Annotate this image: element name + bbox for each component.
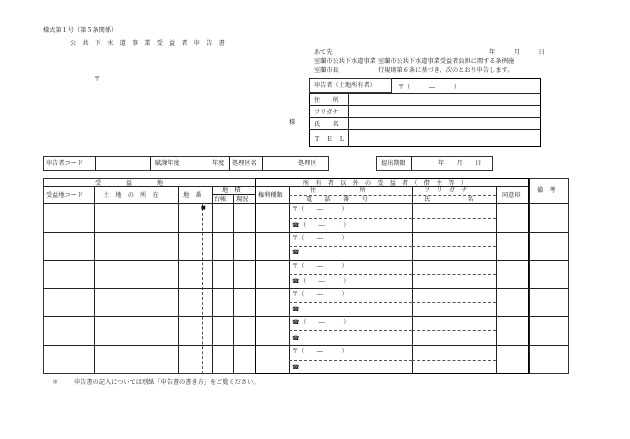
remarks-header: 備 考 — [537, 187, 556, 194]
declarant-code-label: 申告者コード — [46, 160, 84, 167]
phone-icon: ☎ — [292, 278, 300, 285]
row-tel: （ ― ） — [300, 278, 350, 285]
other-owner-header: 所 有 者 以 外 の 受 益 者 （ 借 主 等 ） — [303, 180, 467, 187]
phone-icon: ☎ — [292, 249, 300, 256]
phone-icon: ☎ — [292, 364, 300, 371]
name-header: 氏 名 — [424, 196, 474, 203]
declarant-code-field[interactable] — [96, 157, 149, 170]
lot-marker-icon: ■ — [201, 205, 206, 211]
address-header: 住 所 — [310, 187, 366, 194]
footnote-text: 申告書の記入については別紙「申告書の書き方」をご覧ください。 — [74, 379, 260, 386]
declarant-address-field[interactable] — [349, 94, 540, 105]
phone-icon: ☎ — [292, 306, 300, 313]
levy-year-suffix: 年度 — [212, 160, 225, 167]
declarant-name-field[interactable] — [349, 118, 540, 129]
area-header: 地 積 — [222, 187, 241, 194]
intro-line-2: 行規則第６条に基づき、次のとおり申告します。 — [378, 67, 514, 74]
consent-header: 同意印 — [502, 192, 521, 199]
postal-mark: 〒 — [94, 76, 101, 83]
tel-header: 電 話 番 号 — [306, 196, 368, 203]
row-postal: 〒（ ― ） — [292, 348, 348, 355]
district-suffix: 処理区 — [298, 160, 317, 167]
declarant-name-label: 氏 名 — [314, 121, 339, 128]
declarant-tel-label: Ｔ Ｅ Ｌ — [314, 136, 345, 143]
row-postal: 〒（ ― ） — [292, 263, 348, 270]
row-tel: （ ― ） — [300, 222, 350, 229]
lot-number-header: 地 番 — [183, 192, 202, 199]
declarant-postal: 〒（ ― ） — [398, 84, 460, 91]
submit-deadline-date: 年 月 日 — [438, 160, 482, 167]
row-postal: 〒（ ― ） — [292, 291, 348, 298]
addressee-line-1: あて先 — [314, 49, 333, 56]
row-postal: 〒（ ― ） — [292, 235, 348, 242]
furigana-header: フ リ ガ ナ — [424, 187, 468, 194]
declarant-header: 申告者（土地所有者） — [314, 82, 376, 89]
row-tel: （ ― ） — [300, 319, 350, 326]
footnote-mark: ＊ — [52, 379, 59, 386]
submission-date: 年 月 日 — [489, 49, 545, 56]
intro-line-1: 室蘭市公共下水道事業受益者負担に関する条例施 — [378, 58, 515, 65]
land-code-header: 受益地コード — [46, 192, 84, 199]
addressee-line-2: 室蘭市公共下水道事業 — [314, 58, 376, 65]
declarant-tel-field[interactable] — [349, 130, 540, 146]
declarant-furigana-label: フリガナ — [314, 109, 339, 116]
honorific-sama: 様 — [289, 119, 296, 126]
form-title: 公 共 下 水 道 事 業 受 益 者 申 告 書 — [70, 40, 225, 47]
area-ledger-header: 台帳 — [214, 196, 227, 203]
benefit-land-header: 受 益 地 — [95, 180, 164, 187]
code-row — [43, 156, 329, 171]
declarant-address-label: 住 所 — [314, 97, 339, 104]
phone-icon: ☎ — [292, 222, 300, 229]
phone-icon: ☎ — [292, 319, 300, 326]
submit-deadline-label: 提出期限 — [381, 160, 406, 167]
declarant-furigana-field[interactable] — [349, 106, 540, 117]
addressee-line-3: 室蘭市長 — [314, 67, 339, 74]
area-current-header: 現況 — [236, 196, 249, 203]
district-name-label: 処理区名 — [232, 160, 257, 167]
row-postal: 〒（ ― ） — [292, 206, 348, 213]
phone-icon: ☎ — [292, 335, 300, 342]
form-number: 様式第１号（第５条関係） — [43, 27, 118, 34]
location-header: 土 地 の 所 在 — [103, 192, 159, 199]
levy-year-label: 賦課年度 — [155, 160, 180, 167]
right-type-header: 権利種類 — [258, 192, 283, 199]
